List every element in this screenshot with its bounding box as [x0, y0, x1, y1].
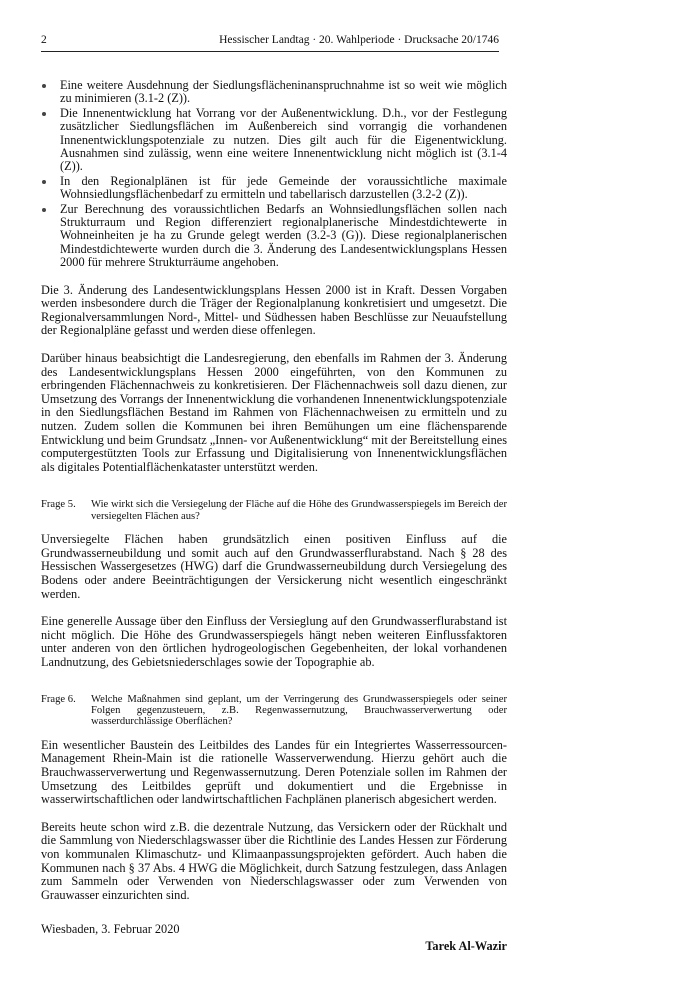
paragraph: Darüber hinaus beabsichtigt die Landesregierung, den ebenfalls im Rahmen der 3. Änderung des Landesentwicklungsplans Hessen 2000 eingeführten, von den Kommunen zu erbringenden Flächennachweis zu konkretisieren. Der Flächennachweis soll dazu dienen, zur Umsetzung des Vorrangs der Innenentwicklung die vorhandenen Innenentwicklungspotenziale in den Siedlungsflächen Bestand im Rahmen von Flächennachweisen zu ermitteln und zu nutzen. Zudem sollen die Kommunen bei ihren Bemühungen um eine flächensparende Entwicklung und beim Grundsatz „Innen- vor Außenentwicklung“ mit der Bereitstellung eines computergestützten Tools zur Erfassung und Digitalisierung von Innenentwicklungsflächen als digitales Potentialflächenkataster unterstützt werden.	[41, 351, 507, 474]
bullet-list	[41, 79, 507, 270]
bullet-text: In den Regionalplänen ist für jede Gemeinde der voraussichtliche maximale Wohnsiedlungsflächenbedarf zu ermitteln und tabellarisch darzustellen (3.2-2 (Z)).	[60, 173, 507, 202]
question-text: Wie wirkt sich die Versiegelung der Fläche auf die Höhe des Grundwasserspiegels im Bereich der versiegelten Flächen aus?	[91, 499, 507, 522]
page-number: 2	[41, 34, 47, 46]
question-5	[41, 499, 507, 522]
answer-paragraph: Eine generelle Aussage über den Einfluss der Versieglung auf den Grundwasserflurabstand ist nicht möglich. Die Höhe des Grundwasserspiegels hängt neben weiteren Einflussfaktoren unter anderen von den örtlichen hydrogeologischen Gegebenheiten, der lokal vorhandenen Landnutzung, des Gebietsniederschlages sowie der Topographie ab.	[41, 614, 507, 669]
bullet-item	[41, 79, 507, 106]
bullet-item	[41, 203, 507, 270]
bullet-text: Die Innenentwicklung hat Vorrang vor der Außenentwicklung. D.h., vor der Festlegung zusätzlicher Siedlungsflächen im Außenbereich sind vorrangig die vorhandenen Innenentwicklungspotenziale zu nutzen. Dies gilt auch für die Eigenentwicklung. Ausnahmen sind zulässig, wenn eine weitere Innenentwicklung nicht möglich ist (3.1-4 (Z)).	[60, 105, 507, 174]
bullet-item	[41, 107, 507, 174]
paragraph: Die 3. Änderung des Landesentwicklungsplans Hessen 2000 ist in Kraft. Dessen Vorgaben werden insbesondere durch die Träger der Regionalplanung konkretisiert und umgesetzt. Die Regionalversammlungen Nord-, Mittel- und Südhessen haben Beschlüsse zur Neuaufstellung der Regionalpläne gefasst und werden diese offenlegen.	[41, 282, 507, 338]
page-content	[41, 79, 507, 954]
answer-paragraph: Ein wesentlicher Baustein des Leitbildes des Landes für ein Integriertes Wasserressourcen-Management Rhein-Main ist die rationelle Wasserverwendung. Hierzu gehört auch die Brauchwasserverwertung und Regenwassernutzung. Deren Potenziale sollen im Rahmen der Umsetzung des Leitbildes geprüft und dokumentiert und die Ergebnisse in wasserwirtschaftlichen oder landwirtschaftlichen Fachplänen planerisch abgesichert werden.	[41, 737, 507, 807]
bullet-text: Zur Berechnung des voraussichtlichen Bedarfs an Wohnsiedlungsflächen sollen nach Strukturraum und Region differenziert regionalplanerische Mindestdichtewerte in Wohneinheiten je ha zu Grunde gelegt werden (3.2-3 (G)). Diese regionalplanerischen Mindestdichtewerte wurden durch die 3. Änderung des Landesentwicklungsplans Hessen 2000 für mehrere Strukturräume angehoben.	[60, 201, 507, 270]
bullet-icon	[42, 112, 46, 116]
answer-paragraph: Bereits heute schon wird z.B. die dezentrale Nutzung, das Versickern oder der Rückhalt und die Sammlung von Niederschlagswasser über die Richtlinie des Landes Hessen zur Förderung von kommunalen Klimaschutz- und Klimaanpassungsprojekten gefördert. Auch haben die Kommunen nach § 37 Abs. 4 HWG die Möglichkeit, durch Satzung festzulegen, dass Anlagen zum Sammeln oder Verwenden von Niederschlagswasser oder zum Verwenden von Grauwasser einzurichten sind.	[41, 819, 507, 902]
bullet-text: Eine weitere Ausdehnung der Siedlungsflächeninanspruchnahme ist so weit wie möglich zu minimieren (3.1-2 (Z)).	[60, 78, 507, 106]
signatory: Tarek Al-Wazir	[425, 939, 507, 954]
question-text: Welche Maßnahmen sind geplant, um der Verringerung des Grundwasserspiegels oder seiner Folgen gegenzusteuern, z.B. Regenwassernutzung, Brauchwasserverwertung oder wasserdurchlässige Oberflächen?	[91, 693, 507, 728]
page-header	[41, 34, 499, 52]
running-title: Hessischer Landtag · 20. Wahlperiode · Drucksache 20/1746	[219, 34, 499, 46]
bullet-icon	[42, 84, 46, 88]
question-label: Frage 6.	[41, 693, 76, 705]
bullet-icon	[42, 208, 46, 212]
question-6	[41, 694, 507, 728]
bullet-icon	[42, 180, 46, 184]
question-label: Frage 5.	[41, 499, 76, 511]
place-date: Wiesbaden, 3. Februar 2020	[41, 922, 180, 937]
bullet-item	[41, 175, 507, 202]
answer-paragraph: Unversiegelte Flächen haben grundsätzlich einen positiven Einfluss auf die Grundwasserneubildung und somit auch auf den Grundwasserflurabstand. Nach § 28 des Hessischen Wassergesetzes (HWG) darf die Grundwasserneubildung durch Versiegelung des Bodens oder andere Beeinträchtigungen der Versickerung nicht wesentlich eingeschränkt werden.	[41, 532, 507, 601]
